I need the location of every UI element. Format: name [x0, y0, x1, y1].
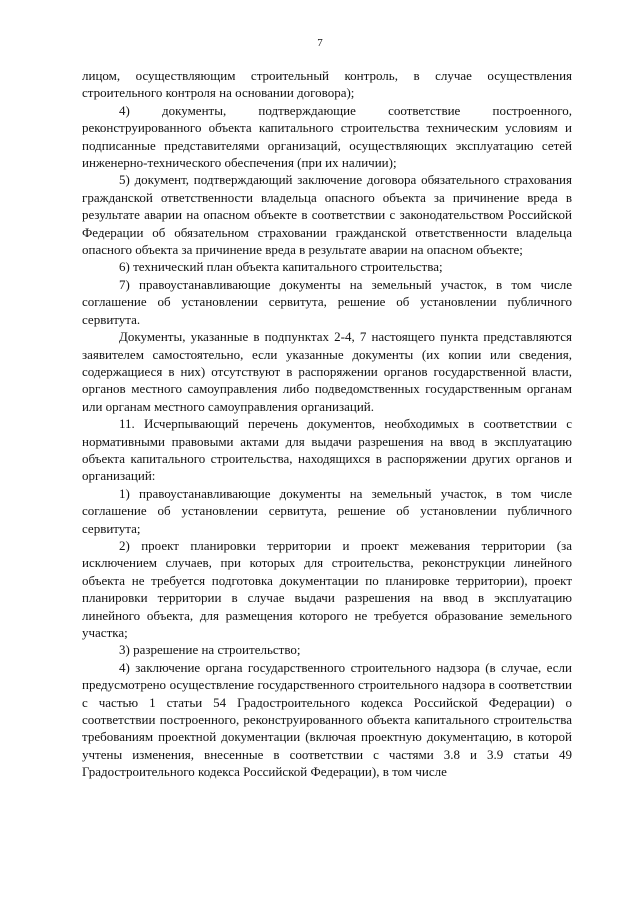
paragraph-clause-11-item-1: 1) правоустанавливающие документы на земельный участок, в том числе соглашение об установлении сервитута, решение об установлении публичного сервитута;	[82, 485, 572, 536]
paragraph-item-6: 6) технический план объекта капитального строительства;	[119, 259, 443, 275]
paragraph-item-5: 5) документ, подтверждающий заключение договора обязательного страхования гражданской ответственности владельца опасного объекта за причинение вреда в результате аварии на опасном объекте в соответствии с законодательством Российской Федерации об обязательном страховании гражданской ответственности владельца опасного объекта за причинение вреда в результате аварии на опасном объекте;	[82, 172, 572, 258]
paragraph-clause-11-item-3: 3) разрешение на строительство;	[119, 642, 301, 658]
paragraph-clause-11-item-4: 4) заключение органа государственного строительного надзора (в случае, если предусмотрено осуществление государственного строительного надзора в соответствии с частью 1 статьи 54 Градостроительного кодекса Российской Федерации) о соответствии построенного, реконструированного объекта капитального строительства требованиям проектной документации (включая проектную документацию, в которой учтены изменения, внесенные в соответствии с частями 3.8 и 3.9 статьи 49 Градостроительного кодекса Российской Федерации), в том числе	[82, 659, 572, 780]
paragraph-documents-note: Документы, указанные в подпунктах 2-4, 7 настоящего пункта представляются заявителем самостоятельно, если указанные документы (их копии или сведения, содержащиеся в них) отсутствуют в распоряжении органов государственной власти, органов местного самоуправления либо подведомственных государственным органам или органам местного самоуправления организаций.	[82, 329, 572, 414]
paragraph-item-7: 7) правоустанавливающие документы на земельный участок, в том числе соглашение об установлении сервитута, решение об установлении публичного сервитута.	[82, 276, 572, 327]
paragraph-continuation: лицом, осуществляющим строительный контроль, в случае осуществления строительного контроля на основании договора);	[82, 68, 572, 101]
paragraph-item-4: 4) документы, подтверждающие соответствие построенного, реконструированного объекта капитального строительства техническим условиям и подписанные представителями организаций, осуществляющих эксплуатацию сетей инженерно-технического обеспечения (при их наличии);	[82, 102, 572, 171]
page-number: 7	[317, 37, 323, 49]
document-body	[82, 67, 572, 781]
paragraph-clause-11: 11. Исчерпывающий перечень документов, необходимых в соответствии с нормативными правовыми актами для выдачи разрешения на ввод в эксплуатацию объекта капитального строительства, находящихся в распоряжении других органов и организаций:	[82, 416, 572, 484]
paragraph-clause-11-item-2: 2) проект планировки территории и проект межевания территории (за исключением случаев, при которых для строительства, реконструкции линейного объекта не требуется подготовка документации по планировке территории), проект планировки территории в случае выдачи разрешения на ввод в эксплуатацию линейного объекта, для размещения которого не требуется образование земельного участка;	[82, 537, 572, 640]
